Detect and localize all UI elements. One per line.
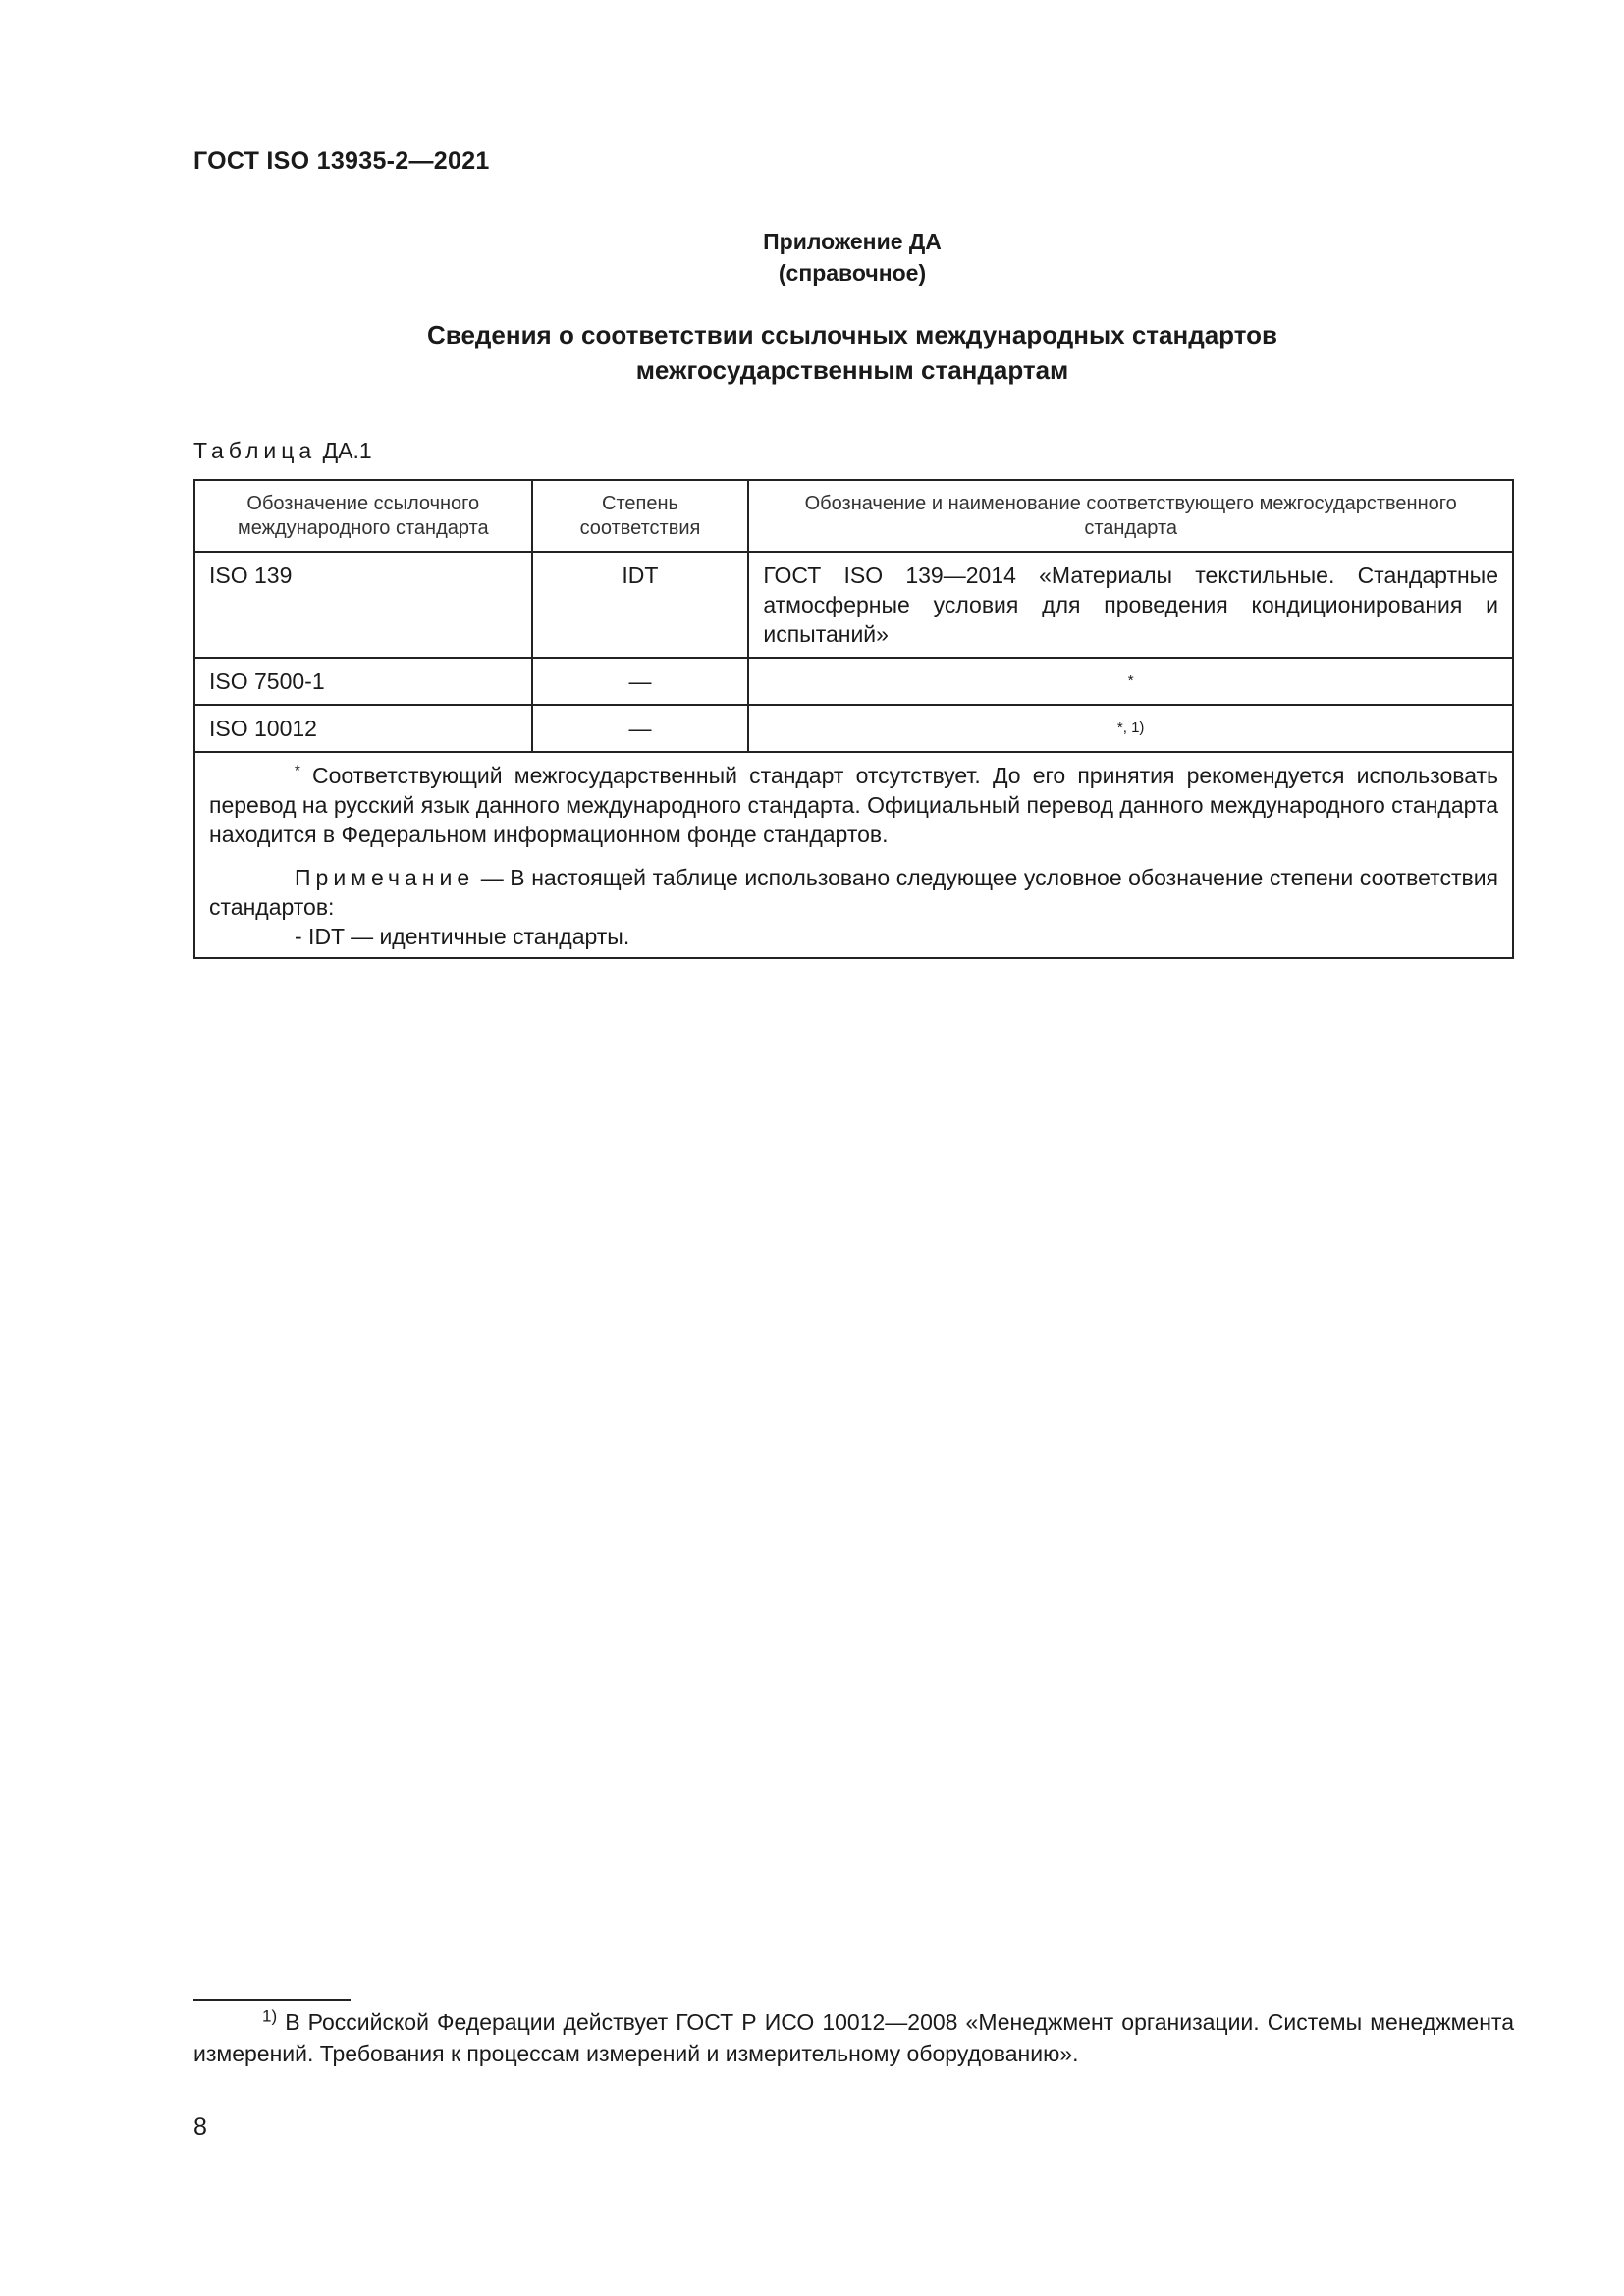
reference-standard-cell: ISO 7500-1 bbox=[194, 658, 532, 705]
header-degree: Степень соответствия bbox=[532, 480, 749, 552]
reference-standard-cell: ISO 139 bbox=[194, 552, 532, 658]
table-notes-row bbox=[194, 752, 1513, 958]
footnote-text: В Российской Федерации действует ГОСТ Р ИСО 10012—2008 «Менеджмент организации. Системы менеджмента измерений. Требования к процессам измерений и измерительному оборудованию». bbox=[193, 2009, 1514, 2066]
table-row bbox=[194, 658, 1513, 705]
note-item: - IDT — идентичные стандарты. bbox=[295, 924, 630, 949]
national-standard-cell: *, 1) bbox=[748, 705, 1513, 752]
degree-cell: IDT bbox=[532, 552, 749, 658]
page-footnote bbox=[193, 2006, 1514, 2069]
table-header-row bbox=[194, 480, 1513, 552]
footnote-mark: 1) bbox=[262, 2006, 278, 2026]
star-mark: * bbox=[295, 762, 300, 779]
reference-standard-cell: ISO 10012 bbox=[194, 705, 532, 752]
star-footnote bbox=[209, 761, 1498, 849]
correspondence-table bbox=[193, 479, 1514, 959]
table-notes bbox=[194, 752, 1513, 958]
annex-type: (справочное) bbox=[778, 260, 927, 286]
annex-heading-line-1: Сведения о соответствии ссылочных международных стандартов bbox=[427, 320, 1277, 349]
footnote-divider bbox=[193, 1999, 351, 2001]
national-standard-cell: * bbox=[748, 658, 1513, 705]
annex-heading bbox=[193, 317, 1511, 388]
table-caption-number: ДА.1 bbox=[322, 438, 372, 463]
table-caption-label: Таблица bbox=[193, 438, 317, 463]
national-standard-cell: ГОСТ ISO 139—2014 «Материалы текстильные. Стандартные атмосферные условия для проведения кондиционирования и испытаний» bbox=[748, 552, 1513, 658]
note-label: Примечание bbox=[295, 865, 475, 890]
table-row bbox=[194, 705, 1513, 752]
degree-cell: — bbox=[532, 705, 749, 752]
table-row bbox=[194, 552, 1513, 658]
header-national-standard: Обозначение и наименование соответствующего межгосударственного стандарта bbox=[748, 480, 1513, 552]
page-number: 8 bbox=[193, 2113, 207, 2141]
annex-heading-line-2: межгосударственным стандартам bbox=[635, 355, 1069, 385]
star-footnote-text: Соответствующий межгосударственный стандарт отсутствует. До его принятия рекомендуется использовать перевод на русский язык данного международного стандарта. Официальный перевод данного международного стандарта находится в Федеральном информационном фонде стандартов. bbox=[209, 763, 1499, 847]
table-caption bbox=[193, 438, 372, 464]
document-code: ГОСТ ISO 13935-2—2021 bbox=[193, 147, 490, 175]
note-text: — В настоящей таблице использовано следующее условное обозначение степени соответствия стандартов: bbox=[209, 865, 1499, 920]
header-reference-standard: Обозначение ссылочного международного стандарта bbox=[194, 480, 532, 552]
annex-title: Приложение ДА bbox=[763, 229, 942, 254]
degree-cell: — bbox=[532, 658, 749, 705]
table-note bbox=[209, 863, 1498, 922]
